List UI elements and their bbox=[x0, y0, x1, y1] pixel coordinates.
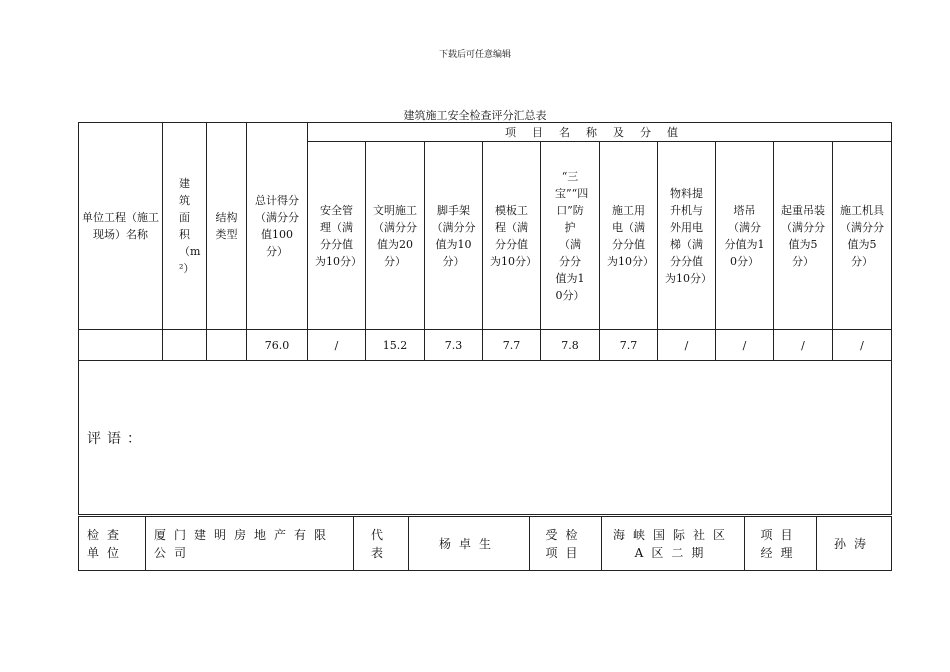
group-header: 项目名称及分值 bbox=[308, 123, 892, 142]
document-title: 建筑施工安全检查评分汇总表 bbox=[403, 109, 547, 122]
comment-label: 评语： bbox=[87, 431, 147, 447]
project-manager-label: 项目经理 bbox=[745, 517, 817, 571]
item-header-scaffold: 脚手架（满分分值为10分） bbox=[425, 142, 483, 330]
cell-unit bbox=[79, 330, 163, 361]
header-note: 下载后可任意编辑 bbox=[438, 50, 511, 60]
item-header-safety-management: 安全管理（满分分值为10分） bbox=[308, 142, 366, 330]
cell-score: 7.3 bbox=[425, 330, 483, 361]
comment-area bbox=[79, 361, 892, 515]
inspected-project-label: 受检项目 bbox=[530, 517, 602, 571]
cell-score: 7.7 bbox=[600, 330, 658, 361]
col-header-structure: 结构类型 bbox=[207, 123, 247, 330]
col-header-area: 建筑面积（m²） bbox=[163, 123, 207, 330]
cell-score: / bbox=[308, 330, 366, 361]
cell-score: / bbox=[774, 330, 833, 361]
cell-score: / bbox=[716, 330, 774, 361]
cell-score: 7.7 bbox=[483, 330, 541, 361]
cell-structure bbox=[207, 330, 247, 361]
inspect-unit-label: 检查单位 bbox=[79, 517, 146, 571]
item-header-three-treasures: “三宝”“四口”防护（满分分值为10分） bbox=[541, 142, 600, 330]
representative-value: 杨卓生 bbox=[409, 517, 530, 571]
item-header-tower-crane: 塔吊（满分分值为10分） bbox=[716, 142, 774, 330]
project-manager-value: 孙涛 bbox=[817, 517, 892, 571]
item-header-electricity: 施工用电（满分分值为10分） bbox=[600, 142, 658, 330]
cell-area bbox=[163, 330, 207, 361]
inspect-unit-value: 厦门建明房地产有限公司 bbox=[146, 517, 354, 571]
col-header-unit: 单位工程（施工现场）名称 bbox=[79, 123, 163, 330]
item-header-machinery: 施工机具（满分分值为5分） bbox=[833, 142, 892, 330]
item-header-lifting: 起重吊装（满分分值为5分） bbox=[774, 142, 833, 330]
representative-label: 代表 bbox=[354, 517, 409, 571]
col-header-total: 总计得分（满分分值100分） bbox=[247, 123, 308, 330]
cell-score: 15.2 bbox=[366, 330, 425, 361]
summary-table bbox=[78, 122, 892, 515]
cell-score: / bbox=[658, 330, 716, 361]
signature-table bbox=[78, 516, 892, 571]
item-header-hoist-elevator: 物料提升机与外用电梯（满分分值为10分） bbox=[658, 142, 716, 330]
table-row bbox=[79, 330, 892, 361]
cell-score: / bbox=[833, 330, 892, 361]
cell-total: 76.0 bbox=[247, 330, 308, 361]
item-header-formwork: 模板工程（满分分值为10分） bbox=[483, 142, 541, 330]
cell-score: 7.8 bbox=[541, 330, 600, 361]
item-header-civilized-construction: 文明施工（满分分值为20分） bbox=[366, 142, 425, 330]
inspected-project-value: 海峡国际社区A区二期 bbox=[602, 517, 745, 571]
